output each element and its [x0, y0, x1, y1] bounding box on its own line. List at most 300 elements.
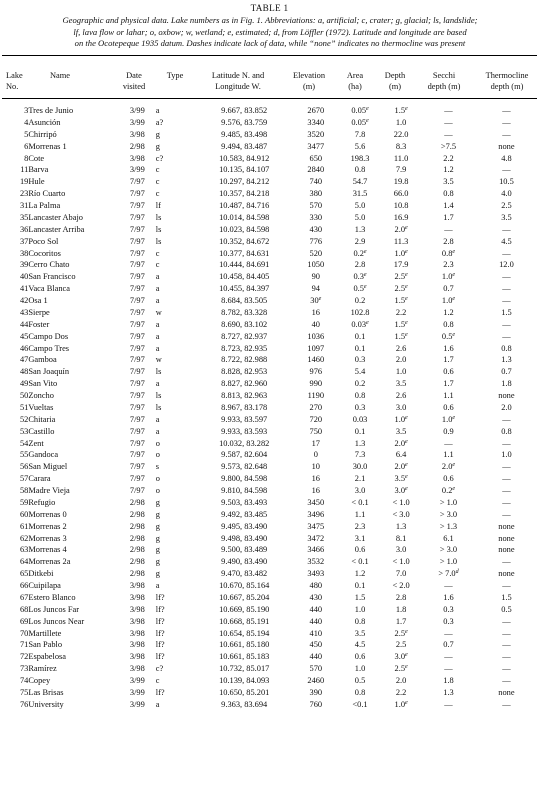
- thermocline-depth-cell: —: [502, 628, 511, 638]
- date-visited-cell: 7/97: [129, 426, 145, 436]
- caption-line: Geographic and physical data. Lake numbers as in Fig. 1. Abbreviations: a, artificial; c, crater; g, glacial; ls, landslide;: [62, 15, 478, 25]
- lake-type-cell: w: [155, 355, 162, 365]
- secchi-depth-cell: 0.6: [443, 367, 454, 377]
- table-row: [2, 580, 537, 592]
- elevation-cell: 16: [311, 474, 320, 484]
- thermocline-depth-cell: 1.0: [501, 450, 512, 460]
- table-row: [2, 699, 537, 711]
- depth-cell: 16.9: [393, 212, 409, 222]
- lat-lon-cell: 10.732, 85.017: [219, 664, 270, 674]
- lat-lon-cell: 9.587, 82.604: [221, 450, 268, 460]
- lake-name-cell: Osa 1: [28, 296, 48, 305]
- thermocline-depth-cell: none: [498, 533, 515, 543]
- depth-cell: 17.9: [393, 260, 409, 270]
- lake-number-cell: 76: [19, 699, 29, 709]
- secchi-depth-cell: 1.7: [443, 355, 454, 365]
- date-visited-cell: 2/98: [129, 521, 145, 531]
- lake-number-cell: 53: [19, 426, 29, 436]
- table-row: [2, 556, 537, 568]
- lat-lon-cell: 8.722, 82.988: [221, 355, 268, 365]
- lake-name-cell: Cote: [28, 153, 45, 163]
- area-cell: 0.1: [354, 343, 366, 353]
- elevation-cell: 16: [311, 486, 320, 495]
- depth-cell: 1.8: [395, 604, 407, 614]
- date-visited-cell: 3/99: [129, 699, 145, 709]
- lake-name-cell: La Palma: [28, 201, 61, 210]
- table-row: [2, 449, 537, 461]
- lake-name-cell: Ramírez: [28, 664, 57, 674]
- lake-type-cell: a?: [155, 117, 164, 127]
- lake-name-cell: Cuipilapa: [28, 581, 61, 590]
- secchi-depth-cell: 0.8e: [441, 248, 456, 258]
- depth-cell: 8.1: [395, 533, 407, 543]
- lake-number-cell: 58: [19, 486, 29, 495]
- lat-lon-cell: 10.357, 84.218: [219, 189, 270, 199]
- lake-type-cell: ls: [155, 367, 162, 377]
- lat-lon-cell: 8.690, 83.102: [221, 319, 268, 329]
- lat-lon-cell: 9.498, 83.490: [221, 533, 268, 543]
- table-row: [2, 438, 537, 450]
- elevation-cell: 1036: [307, 331, 325, 341]
- secchi-depth-cell: 1.8: [443, 676, 454, 685]
- date-visited-cell: 3/98: [129, 592, 145, 602]
- header-elevation: Elevation (m): [292, 71, 326, 91]
- area-cell: 102.8: [350, 307, 370, 317]
- area-cell: 1.0: [354, 604, 366, 614]
- date-visited-cell: 3/98: [129, 153, 145, 163]
- lat-lon-cell: 9.933, 83.593: [221, 426, 268, 436]
- area-cell: 5.4: [354, 367, 366, 377]
- elevation-cell: 3532: [307, 557, 325, 567]
- date-visited-cell: 2/98: [129, 497, 145, 507]
- date-visited-cell: 3/99: [129, 165, 145, 175]
- table-row: [2, 592, 537, 604]
- lake-number-cell: 40: [19, 272, 29, 282]
- table-row: [2, 153, 537, 165]
- depth-cell: 2.8: [395, 592, 407, 602]
- depth-cell: 3.0: [395, 402, 407, 412]
- table-row: [2, 414, 537, 426]
- area-cell: 198.3: [350, 153, 370, 163]
- table-row: [2, 343, 537, 355]
- lake-name-cell: Lancaster Arriba: [28, 224, 85, 234]
- elevation-cell: 380: [309, 189, 323, 199]
- thermocline-depth-cell: 10.5: [499, 177, 514, 187]
- lake-number-cell: 67: [19, 592, 29, 602]
- lake-number-cell: 52: [19, 414, 29, 424]
- lake-number-cell: 61: [19, 521, 29, 531]
- area-cell: 0.8: [354, 391, 366, 400]
- lake-name-cell: Morrenas 0: [28, 509, 67, 519]
- date-visited-cell: 7/97: [129, 248, 145, 258]
- date-visited-cell: 7/97: [129, 355, 145, 365]
- caption-line: on the Ocotepeque 1935 datum. Dashes indicate lack of data, while “none” indicates no thermocline was present: [74, 38, 466, 49]
- secchi-depth-cell: 1.7: [443, 212, 454, 222]
- lake-number-cell: 44: [19, 319, 29, 329]
- lake-name-cell: Refugio: [28, 497, 56, 507]
- depth-cell: 2.5e: [394, 284, 408, 294]
- depth-cell: 2.0: [395, 355, 407, 365]
- lake-type-cell: c: [155, 189, 160, 199]
- elevation-cell: 16: [311, 307, 320, 317]
- area-cell: 0.6: [354, 652, 366, 662]
- lake-type-cell: a: [155, 581, 160, 590]
- header-thermocline: Thermocline depth (m): [485, 71, 529, 91]
- elevation-cell: 440: [309, 604, 323, 614]
- lake-type-cell: ls: [155, 224, 162, 234]
- secchi-depth-cell: 0.2e: [441, 486, 456, 495]
- lat-lon-cell: 10.455, 84.397: [219, 284, 270, 294]
- secchi-depth-cell: >7.5: [440, 141, 457, 151]
- table-row: [2, 651, 537, 663]
- depth-cell: 1.0e: [394, 414, 408, 424]
- thermocline-depth-cell: 2.5: [501, 201, 512, 210]
- depth-cell: 2.0e: [394, 462, 408, 472]
- secchi-depth-cell: 1.4: [443, 201, 454, 210]
- secchi-depth-cell: 1.1: [443, 450, 454, 460]
- lake-number-cell: 43: [19, 307, 29, 317]
- secchi-depth-cell: 2.8: [443, 236, 454, 246]
- table-row: [2, 271, 537, 283]
- header-name: Name: [50, 71, 70, 80]
- thermocline-depth-cell: —: [502, 497, 511, 507]
- thermocline-depth-cell: —: [502, 557, 511, 567]
- elevation-cell: 480: [309, 581, 323, 590]
- lake-name-cell: San Francisco: [28, 272, 76, 282]
- thermocline-depth-cell: 1.5: [501, 307, 512, 317]
- lake-type-cell: lf?: [155, 616, 165, 626]
- table-row: [2, 390, 537, 402]
- thermocline-depth-cell: —: [502, 462, 511, 472]
- lake-name-cell: Morrenas 4: [28, 545, 67, 555]
- area-cell: 0.5: [354, 676, 366, 685]
- elevation-cell: 30e: [310, 296, 322, 305]
- secchi-depth-cell: —: [444, 664, 453, 674]
- table-row: [2, 485, 537, 497]
- table-row: [2, 224, 537, 236]
- lake-type-cell: ls: [155, 391, 162, 400]
- depth-cell: 1.5e: [394, 296, 408, 305]
- table-row: [2, 663, 537, 675]
- header-rule: [2, 98, 537, 99]
- lake-type-cell: o: [155, 450, 160, 460]
- thermocline-depth-cell: —: [502, 676, 511, 685]
- lake-name-cell: Vueltas: [28, 402, 54, 412]
- secchi-depth-cell: 0.8: [443, 319, 454, 329]
- lake-type-cell: a: [155, 284, 160, 294]
- thermocline-depth-cell: 4.8: [501, 153, 512, 163]
- lake-number-cell: 49: [19, 379, 29, 389]
- thermocline-depth-cell: 0.8: [501, 343, 512, 353]
- secchi-depth-cell: —: [444, 224, 453, 234]
- lake-number-cell: 36: [19, 224, 29, 234]
- elevation-cell: 1190: [307, 391, 325, 400]
- area-cell: 2.8: [354, 260, 366, 270]
- area-cell: 1.3: [354, 224, 366, 234]
- elevation-cell: 270: [309, 402, 323, 412]
- lat-lon-cell: 10.669, 85.190: [219, 604, 270, 614]
- elevation-cell: 3466: [307, 545, 325, 555]
- lake-type-cell: c?: [155, 153, 164, 163]
- table-row: [2, 331, 537, 343]
- elevation-cell: 3477: [307, 141, 325, 151]
- table-row: [2, 319, 537, 331]
- secchi-depth-cell: 1.7: [443, 379, 454, 389]
- secchi-depth-cell: —: [444, 438, 453, 448]
- lat-lon-cell: 8.723, 82.935: [221, 343, 268, 353]
- thermocline-depth-cell: —: [502, 509, 511, 519]
- area-cell: 0.5e: [353, 284, 367, 294]
- date-visited-cell: 2/98: [129, 141, 145, 151]
- lat-lon-cell: 9.470, 83.482: [221, 569, 268, 579]
- top-rule: [2, 55, 537, 56]
- header-area: Area (ha): [346, 71, 364, 91]
- lake-number-cell: 75: [19, 687, 29, 697]
- elevation-cell: 3450: [307, 497, 325, 507]
- depth-cell: 6.4: [395, 450, 407, 460]
- depth-cell: 11.3: [393, 236, 409, 246]
- elevation-cell: 94: [311, 284, 320, 294]
- table-row: [2, 129, 537, 141]
- lake-type-cell: lf?: [155, 604, 165, 614]
- lat-lon-cell: 10.352, 84.672: [219, 236, 270, 246]
- table-row: [2, 426, 537, 438]
- lat-lon-cell: 8.813, 82.963: [221, 391, 268, 400]
- secchi-depth-cell: 1.2: [443, 165, 454, 175]
- table-row: [2, 461, 537, 473]
- secchi-depth-cell: 1.1: [443, 391, 454, 400]
- area-cell: < 0.1: [351, 497, 369, 507]
- elevation-cell: 430: [309, 224, 323, 234]
- secchi-depth-cell: —: [444, 652, 453, 662]
- lake-type-cell: g: [155, 141, 160, 151]
- lake-name-cell: Chitaria: [28, 414, 56, 424]
- date-visited-cell: 7/97: [129, 414, 145, 424]
- lake-type-cell: g: [155, 557, 160, 567]
- depth-cell: 3.5: [395, 426, 407, 436]
- table-row: [2, 295, 537, 307]
- lake-name-cell: Río Cuarto: [28, 189, 66, 199]
- secchi-depth-cell: 3.5: [443, 177, 454, 187]
- thermocline-depth-cell: —: [502, 106, 511, 115]
- area-cell: 0.8: [354, 687, 366, 697]
- lake-number-cell: 64: [19, 557, 29, 567]
- lake-type-cell: lf: [155, 201, 161, 210]
- lake-type-cell: ls: [155, 236, 162, 246]
- lat-lon-cell: 10.014, 84.598: [219, 212, 270, 222]
- lake-number-cell: 4: [24, 117, 29, 127]
- secchi-depth-cell: 0.7: [443, 640, 454, 650]
- lake-number-cell: 31: [19, 201, 29, 210]
- secchi-depth-cell: 2.2: [443, 153, 454, 163]
- area-cell: 2.1: [354, 474, 366, 484]
- thermocline-depth-cell: —: [502, 438, 511, 448]
- elevation-cell: 1050: [307, 260, 325, 270]
- lat-lon-cell: 10.487, 84.716: [219, 201, 270, 210]
- lake-number-cell: 74: [19, 676, 29, 685]
- date-visited-cell: 3/99: [129, 117, 145, 127]
- thermocline-depth-cell: 2.0: [501, 402, 512, 412]
- lat-lon-cell: 9.363, 83.694: [221, 699, 268, 709]
- lake-name-cell: Lancaster Abajo: [28, 212, 83, 222]
- date-visited-cell: 3/98: [129, 652, 145, 662]
- header-secchi: Secchi depth (m): [427, 71, 461, 91]
- lake-name-cell: Estero Blanco: [28, 592, 76, 602]
- lake-number-cell: 19: [19, 177, 29, 187]
- table-row: [2, 307, 537, 319]
- header-type: Type: [166, 71, 184, 80]
- lake-name-cell: Ditkebi: [28, 569, 54, 579]
- lake-name-cell: Carara: [28, 474, 51, 484]
- lake-type-cell: ls: [155, 212, 162, 222]
- area-cell: 0.8: [354, 165, 366, 175]
- lat-lon-cell: 9.576, 83.759: [221, 117, 268, 127]
- date-visited-cell: 2/98: [129, 545, 145, 555]
- lake-type-cell: c?: [155, 664, 164, 674]
- lat-lon-cell: 10.139, 84.093: [219, 676, 270, 685]
- area-cell: 3.5: [354, 628, 366, 638]
- area-cell: 5.0: [354, 201, 366, 210]
- lat-lon-cell: 10.654, 85.194: [219, 628, 270, 638]
- lake-name-cell: University: [28, 699, 64, 709]
- depth-cell: 3.0e: [394, 486, 408, 495]
- lake-type-cell: a: [155, 379, 160, 389]
- thermocline-depth-cell: —: [502, 640, 511, 650]
- secchi-depth-cell: 1.0e: [441, 272, 456, 282]
- lat-lon-cell: 9.503, 83.493: [221, 497, 268, 507]
- date-visited-cell: 3/99: [129, 687, 145, 697]
- lake-type-cell: g: [155, 129, 160, 139]
- elevation-cell: 17: [311, 438, 320, 448]
- secchi-depth-cell: > 1.0: [439, 497, 458, 507]
- date-visited-cell: 3/98: [129, 581, 145, 590]
- thermocline-depth-cell: 0.8: [501, 426, 512, 436]
- elevation-cell: 520: [309, 248, 323, 258]
- lake-number-cell: 11: [20, 165, 29, 175]
- area-cell: 0.05e: [351, 117, 369, 127]
- depth-cell: < 2.0: [392, 581, 410, 590]
- table-row: [2, 117, 537, 129]
- lake-type-cell: c: [155, 165, 160, 175]
- depth-cell: 11.0: [393, 153, 409, 163]
- elevation-cell: 2460: [307, 676, 325, 685]
- secchi-depth-cell: 0.6: [443, 402, 454, 412]
- elevation-cell: 3496: [307, 509, 325, 519]
- depth-cell: 7.9: [395, 165, 407, 175]
- lat-lon-cell: 9.800, 84.598: [221, 474, 268, 484]
- table-row: [2, 212, 537, 224]
- elevation-cell: 570: [309, 201, 323, 210]
- lat-lon-cell: 9.485, 83.498: [221, 129, 268, 139]
- thermocline-depth-cell: —: [502, 616, 511, 626]
- secchi-depth-cell: 0.3: [443, 616, 454, 626]
- lake-name-cell: Hule: [28, 177, 45, 187]
- lat-lon-cell: 10.377, 84.631: [219, 248, 270, 258]
- depth-cell: 2.0e: [394, 224, 408, 234]
- depth-cell: 2.5e: [394, 628, 408, 638]
- area-cell: 0.1: [354, 331, 366, 341]
- lake-number-cell: 70: [19, 628, 29, 638]
- lake-name-cell: Sierpe: [28, 307, 50, 317]
- depth-cell: 1.3: [395, 521, 407, 531]
- lake-number-cell: 60: [19, 509, 29, 519]
- depth-cell: < 3.0: [392, 509, 410, 519]
- depth-cell: 8.3: [395, 141, 407, 151]
- area-cell: 0.1: [354, 426, 366, 436]
- thermocline-depth-cell: none: [498, 569, 515, 579]
- date-visited-cell: 7/97: [129, 177, 145, 187]
- elevation-cell: 3340: [307, 117, 325, 127]
- lake-name-cell: Zent: [28, 438, 44, 448]
- depth-cell: 3.0e: [394, 652, 408, 662]
- lake-name-cell: Barva: [28, 165, 49, 175]
- caption-line: lf, lava flow or lahar; o, oxbow; w, wetland; e, estimated; d, from Löffler (1972). Latitude and longitude are based: [73, 26, 467, 37]
- elevation-cell: 570: [309, 664, 323, 674]
- area-cell: 0.3: [354, 402, 366, 412]
- elevation-cell: 740: [309, 177, 323, 187]
- elevation-cell: 1097: [307, 343, 325, 353]
- depth-cell: 2.2: [395, 307, 407, 317]
- lat-lon-cell: 9.492, 83.485: [221, 509, 268, 519]
- table-row: [2, 259, 537, 271]
- lat-lon-cell: 10.661, 85.180: [219, 640, 270, 650]
- depth-cell: 3.5: [395, 379, 407, 389]
- depth-cell: 2.0e: [394, 438, 408, 448]
- table-row: [2, 521, 537, 533]
- lake-name-cell: Castillo: [28, 426, 55, 436]
- lat-lon-cell: 10.668, 85.191: [219, 616, 270, 626]
- lake-name-cell: Zoncho: [28, 391, 54, 400]
- depth-cell: 2.2: [395, 687, 407, 697]
- depth-cell: 1.5e: [394, 319, 408, 329]
- table-row: [2, 628, 537, 640]
- lake-type-cell: a: [155, 296, 160, 305]
- lake-number-cell: 42: [19, 296, 29, 305]
- table-row: [2, 176, 537, 188]
- lake-name-cell: Cocoritos: [28, 248, 61, 258]
- lake-number-cell: 5: [24, 129, 29, 139]
- elevation-cell: 330: [309, 212, 323, 222]
- date-visited-cell: 7/97: [129, 462, 145, 472]
- table-row: [2, 402, 537, 414]
- lat-lon-cell: 10.458, 84.405: [219, 272, 270, 282]
- table-row: [2, 687, 537, 699]
- date-visited-cell: 3/99: [129, 106, 145, 115]
- thermocline-depth-cell: —: [502, 699, 511, 709]
- elevation-cell: 0: [313, 450, 318, 460]
- date-visited-cell: 7/97: [129, 319, 145, 329]
- elevation-cell: 3475: [307, 521, 325, 531]
- table-row: [2, 164, 537, 176]
- thermocline-depth-cell: 4.0: [501, 189, 512, 199]
- area-cell: 7.3: [354, 450, 366, 460]
- lake-number-cell: 65: [19, 569, 29, 579]
- area-cell: 5.0: [354, 212, 366, 222]
- lake-number-cell: 39: [19, 260, 29, 270]
- thermocline-depth-cell: none: [498, 687, 515, 697]
- lake-type-cell: o: [155, 486, 160, 495]
- lake-name-cell: Tres de Junio: [28, 106, 74, 115]
- secchi-depth-cell: —: [444, 581, 453, 590]
- lake-name-cell: Morrenas 3: [28, 533, 67, 543]
- elevation-cell: 990: [309, 379, 323, 389]
- thermocline-depth-cell: —: [502, 414, 511, 424]
- secchi-depth-cell: > 7.0$^d$: [438, 569, 459, 579]
- lake-type-cell: g: [155, 497, 160, 507]
- lat-lon-cell: 8.827, 82.960: [221, 379, 268, 389]
- lake-type-cell: ls: [155, 402, 162, 412]
- lake-type-cell: lf?: [155, 628, 165, 638]
